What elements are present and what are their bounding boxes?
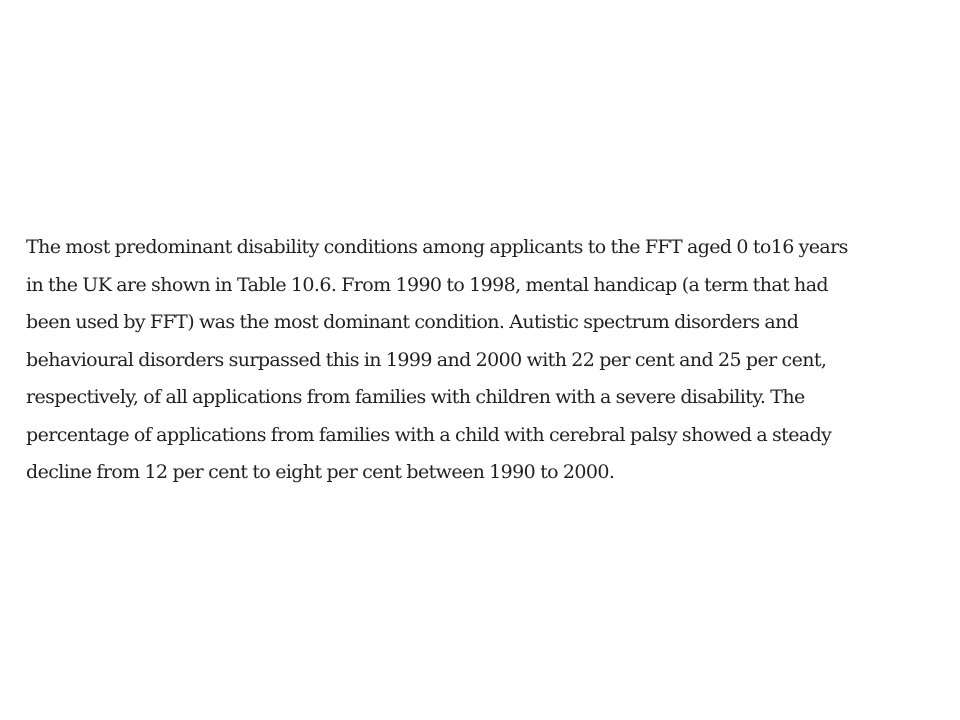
paragraph-line-7: decline from 12 per cent to eight per cent between 1990 to 2000.: [26, 461, 615, 483]
body-paragraph: [26, 229, 956, 492]
paragraph-line-5: respectively, of all applications from families with children with a severe disability. The: [26, 386, 805, 408]
paragraph-line-4: behavioural disorders surpassed this in 1999 and 2000 with 22 per cent and 25 per cent,: [26, 348, 827, 371]
paragraph-line-3: been used by FFT) was the most dominant condition. Autistic spectrum disorders and: [26, 311, 799, 333]
paragraph-line-6: percentage of applications from families with a child with cerebral palsy showed a steady: [26, 423, 832, 446]
paragraph-line-2: in the UK are shown in Table 10.6. From 1990 to 1998, mental handicap (a term that had: [26, 273, 828, 296]
paragraph-line-1: The most predominant disability conditions among applicants to the FFT aged 0 to16 years: [26, 236, 848, 258]
